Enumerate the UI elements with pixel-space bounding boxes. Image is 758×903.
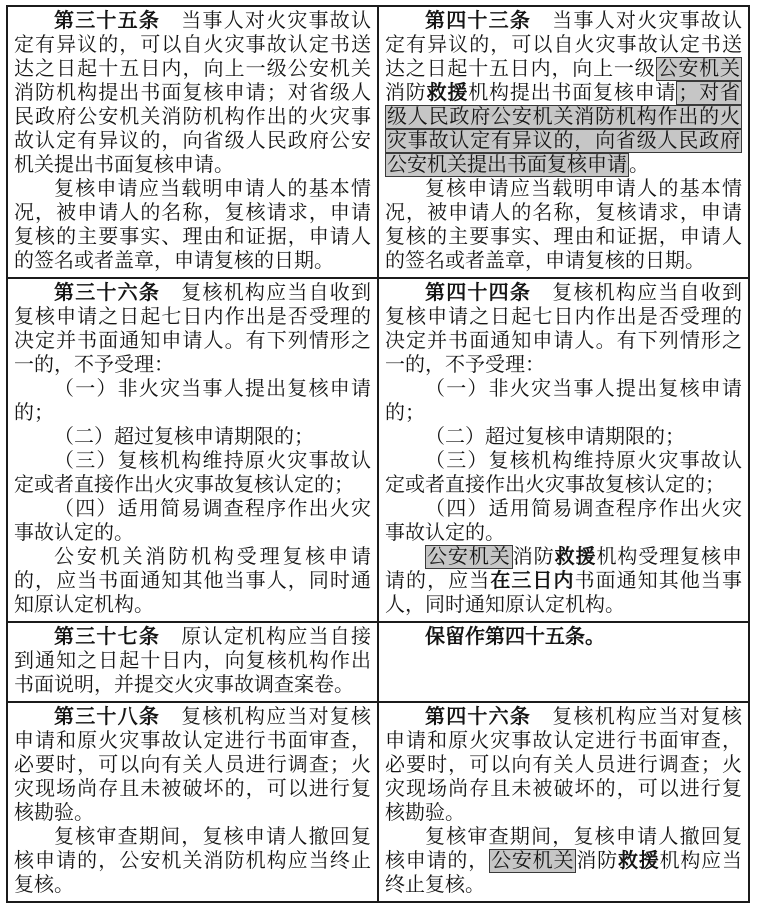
article-cell-new <box>378 702 749 902</box>
text-run: 复核机构应当对复核申请和原火灾事故认定进行书面审查，必要时，可以向有关人员进行调查；火灾现场尚存且未被破坏的，可以进行复核勘验。 <box>385 706 743 824</box>
paragraph <box>385 825 742 897</box>
regulation-comparison-table <box>6 5 750 903</box>
paragraph <box>385 281 742 377</box>
text-run: 复核申请应当载明申请人的基本情况，被申请人的名称，复核请求，申请复核的主要事实、理由和证据，申请人的签名或者盖章，申请复核的日期。 <box>385 178 742 272</box>
text-run: （四）适用简易调查程序作出火灾事故认定的。 <box>14 498 371 544</box>
text-run: 公安机关消防机构受理复核申请的，应当书面通知其他当事人，同时通知原认定机构。 <box>14 546 371 616</box>
article-cell-old <box>7 6 378 278</box>
text-run: 复核机构应当对复核申请和原火灾事故认定进行书面审查，必要时，可以向有关人员进行调查；火灾现场尚存且未被破坏的，可以进行复核勘验。 <box>14 706 372 824</box>
revision-highlight: 公安机关 <box>427 546 511 568</box>
paragraph <box>385 377 742 425</box>
text-run: 复核申请应当载明申请人的基本情况，被申请人的名称，复核请求，申请复核的主要事实、理由和证据，申请人的签名或者盖章，申请复核的日期。 <box>14 178 371 272</box>
text-run: （一）非火灾当事人提出复核申请的； <box>385 378 742 424</box>
comparison-row <box>7 622 749 702</box>
revision-insertion: 第三十六条 <box>54 282 161 304</box>
article-cell-new <box>378 622 749 702</box>
paragraph <box>14 281 371 377</box>
revision-insertion: 在三日内 <box>490 570 575 592</box>
paragraph <box>14 497 371 545</box>
paragraph <box>385 705 742 825</box>
paragraph <box>14 705 371 825</box>
paragraph <box>385 449 742 497</box>
text-run: （二）超过复核申请期限的； <box>54 426 314 448</box>
paragraph <box>14 377 371 425</box>
paragraph <box>385 177 742 273</box>
article-cell-old <box>7 278 378 622</box>
revision-highlight: 公安机关 <box>491 850 575 872</box>
text-run: 当事人对火灾事故认定有异议的，可以自火灾事故认定书送达之日起十五日内，向上一级 <box>385 10 743 80</box>
comparison-row <box>7 702 749 902</box>
paragraph <box>385 545 742 617</box>
document-page <box>6 5 750 903</box>
text-run: 复核审查期间，复核申请人撤回复核申请的， <box>385 826 742 872</box>
text-run: 机构应当终止复核。 <box>385 850 742 896</box>
paragraph <box>14 545 371 617</box>
text-run: 当事人对火灾事故认定有异议的，可以自火灾事故认定书送达之日起十五日内，向上一级公安机关消防机构提出书面复核申请；对省级人民政府公安机关消防机构作出的火灾事故认定有异议的，向省级人民政府公安机关提出书面复核申请。 <box>14 10 372 176</box>
text-run: （四）适用简易调查程序作出火灾事故认定的。 <box>385 498 742 544</box>
paragraph <box>14 177 371 273</box>
paragraph <box>385 425 742 449</box>
comparison-table-body <box>7 6 749 902</box>
revision-insertion: 第四十六条 <box>425 706 532 728</box>
article-cell-old <box>7 702 378 902</box>
text-run: 书面通知其他当事人，同时通知原认定机构。 <box>385 570 742 616</box>
text-run: （二）超过复核申请期限的； <box>425 426 685 448</box>
revision-insertion: 保留作第四十五条。 <box>425 626 605 648</box>
paragraph <box>14 425 371 449</box>
text-run: （一）非火灾当事人提出复核申请的； <box>14 378 371 424</box>
paragraph <box>385 625 742 649</box>
paragraph <box>14 9 371 177</box>
paragraph <box>385 497 742 545</box>
text-run: 原认定机构应当自接到通知之日起十日内，向复核机构作出书面说明，并提交火灾事故调查案卷。 <box>14 626 372 696</box>
article-cell-old <box>7 622 378 702</box>
revision-insertion: 第四十三条 <box>425 10 532 32</box>
text-run: 。 <box>629 154 649 176</box>
text-run: 复核机构应当自收到复核申请之日起七日内作出是否受理的决定并书面通知申请人。有下列情形之一的，不予受理： <box>14 282 372 376</box>
article-cell-new <box>378 278 749 622</box>
revision-insertion: 救援 <box>554 546 597 568</box>
revision-highlight: ；对省级人民政府公安机关消防机构作出的火灾事故认定有异议的，向省级人民政府公安机关提出书面复核申请 <box>387 82 740 176</box>
text-run: 消防 <box>576 850 618 872</box>
revision-insertion: 救援 <box>426 82 469 104</box>
comparison-row <box>7 6 749 278</box>
paragraph <box>14 625 371 697</box>
revision-insertion: 救援 <box>617 850 660 872</box>
revision-insertion: 第三十八条 <box>54 706 161 728</box>
text-run: 机构提出书面复核申请 <box>468 82 677 104</box>
revision-insertion: 第三十七条 <box>54 626 161 648</box>
text-run: 消防 <box>385 82 427 104</box>
text-run: 复核审查期间，复核申请人撤回复核申请的，公安机关消防机构应当终止复核。 <box>14 826 371 896</box>
article-cell-new <box>378 6 749 278</box>
text-run: 机构受理复核申请的，应当 <box>385 546 743 592</box>
revision-insertion: 第四十四条 <box>425 282 532 304</box>
paragraph <box>385 9 742 177</box>
text-run: 复核机构应当自收到复核申请之日起七日内作出是否受理的决定并书面通知申请人。有下列情形之一的，不予受理： <box>385 282 743 376</box>
revision-highlight: 公安机关 <box>657 58 740 80</box>
comparison-row <box>7 278 749 622</box>
paragraph <box>14 825 371 897</box>
text-run: （三）复核机构维持原火灾事故认定或者直接作出火灾事故复核认定的； <box>14 450 371 496</box>
paragraph <box>14 449 371 497</box>
revision-insertion: 第三十五条 <box>54 10 161 32</box>
text-run: 消防 <box>512 546 555 568</box>
text-run: （三）复核机构维持原火灾事故认定或者直接作出火灾事故复核认定的； <box>385 450 742 496</box>
